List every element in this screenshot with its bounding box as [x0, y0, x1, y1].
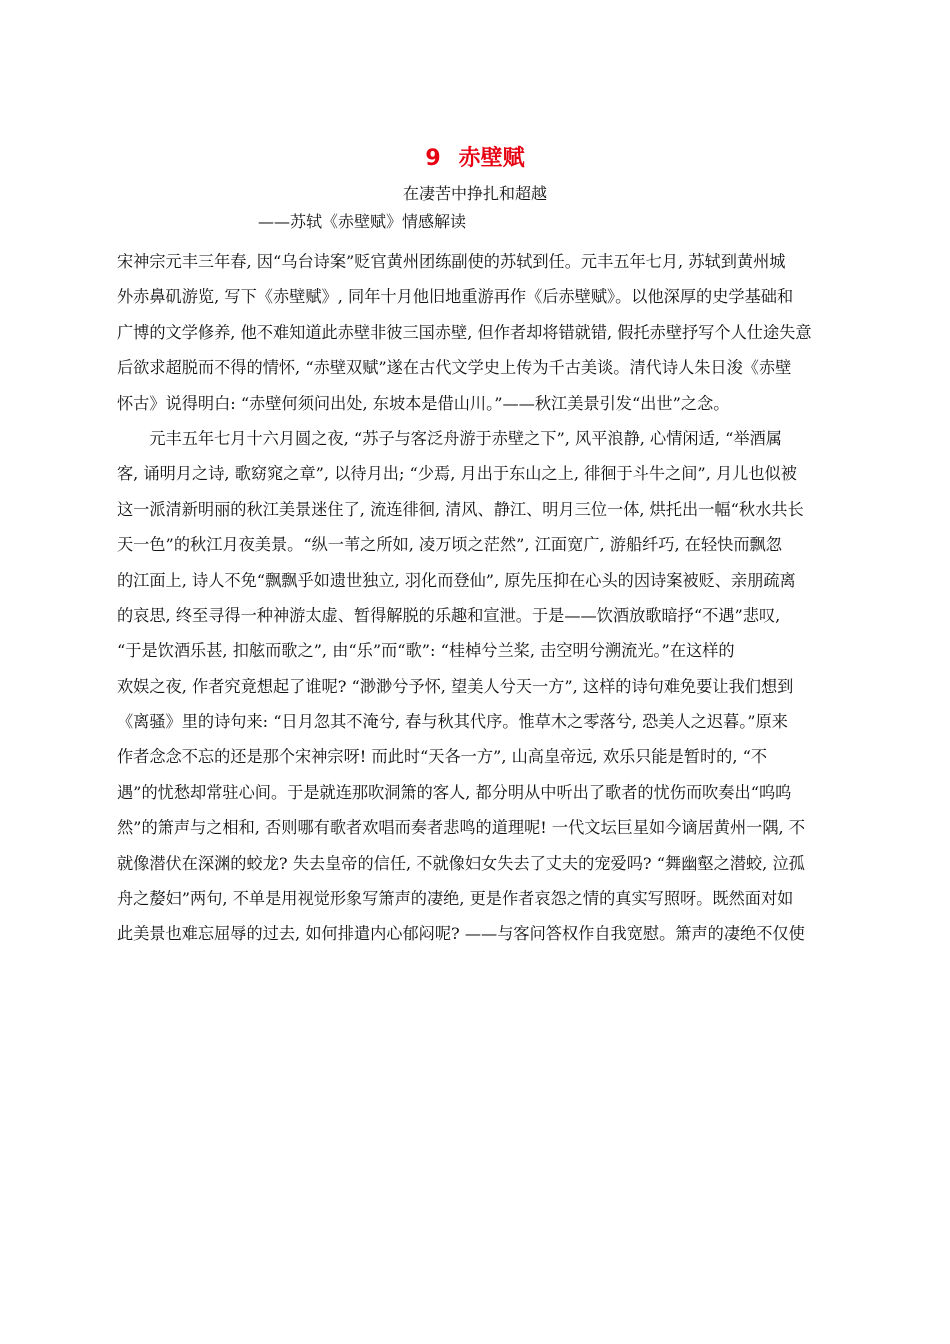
paragraph-2-line: 《离骚》里的诗句来: “日月忽其不淹兮, 春与秋其代序。惟草木之零落兮, 恐美人之迟暮。”原来	[117, 712, 788, 732]
paragraph-2-line: “于是饮酒乐甚, 扣舷而歌之”, 由“乐”而“歌”: “桂棹兮兰桨, 击空明兮溯流光。”在这样的	[117, 641, 735, 661]
paragraph-1-line: 后欲求超脱而不得的情怀, “赤壁双赋”遂在古代文学史上传为千古美谈。清代诗人朱日浚《赤壁	[117, 358, 792, 378]
paragraph-2-line: 的哀思, 终至寻得一种神游太虚、暂得解脱的乐趣和宣泄。于是——饮酒放歌暗抒“不遇”悲叹,	[117, 605, 781, 625]
paragraph-2-line: 客, 诵明月之诗, 歌窈窕之章”, 以待月出; “少焉, 月出于东山之上, 徘徊于斗牛之间”, 月儿也似被	[117, 464, 797, 484]
paragraph-2-line: 欢娱之夜, 作者究竟想起了谁呢? “渺渺兮予怀, 望美人兮天一方”, 这样的诗句难免要让我们想到	[117, 676, 794, 696]
lesson-title	[0, 144, 950, 174]
paragraph-2-line: 的江面上, 诗人不免“飘飘乎如遗世独立, 羽化而登仙”, 原先压抑在心头的因诗案被贬、亲朋疏离	[117, 570, 796, 590]
article-subtitle: 在凄苦中挣扎和超越	[402, 184, 547, 203]
lesson-number: 9	[425, 146, 441, 171]
paragraph-1-line: 怀古》说得明白: “赤壁何须问出处, 东坡本是借山川。”——秋江美景引发“出世”之念。	[117, 393, 730, 413]
paragraph-2-line: 元丰五年七月十六月圆之夜, “苏子与客泛舟游于赤壁之下”, 风平浪静, 心情闲适, “举酒属	[117, 428, 782, 448]
paragraph-2-line: 天一色”的秋江月夜美景。“纵一苇之所如, 凌万顷之茫然”, 江面宽广, 游船纤巧, 在轻快而飘忽	[117, 535, 782, 555]
paragraph-1-line: 宋神宗元丰三年春, 因“乌台诗案”贬官黄州团练副使的苏轼到任。元丰五年七月, 苏轼到黄州城	[117, 252, 786, 271]
paragraph-2-line: 遇”的忧愁却常驻心间。于是就连那吹洞箫的客人, 都分明从中听出了歌者的忧伤而吹奏出“呜呜	[117, 782, 792, 802]
lesson-title-text: 赤壁赋	[458, 146, 525, 171]
article-subsubtitle: ——苏轼《赤壁赋》情感解读	[258, 212, 467, 231]
paragraph-1-line: 外赤鼻矶游览, 写下《赤壁赋》, 同年十月他旧地重游再作《后赤壁赋》。以他深厚的史学基础和	[117, 287, 794, 307]
paragraph-2-line: 舟之嫠妇”两句, 不单是用视觉形象写箫声的凄绝, 更是作者哀怨之情的真实写照呀。既然面对如	[117, 889, 794, 909]
paragraph-2-line: 这一派清新明丽的秋江美景迷住了, 流连徘徊, 清风、静江、明月三位一体, 烘托出一幅“秋水共长	[117, 499, 804, 519]
article-body	[117, 244, 832, 952]
paragraph-2-line: 此美景也难忘屈辱的过去, 如何排遣内心郁闷呢? ——与客问答权作自我宽慰。箫声的凄绝不仅使	[117, 924, 805, 944]
paragraph-1-line: 广博的文学修养, 他不难知道此赤壁非彼三国赤壁, 但作者却将错就错, 假托赤壁抒写个人仕途失意	[117, 322, 812, 342]
paragraph-2-line: 作者念念不忘的还是那个宋神宗呀! 而此时“天各一方”, 山高皇帝远, 欢乐只能是暂时的, “不	[117, 747, 768, 767]
paragraph-2-line: 就像潜伏在深渊的蛟龙? 失去皇帝的信任, 不就像妇女失去了丈夫的宠爱吗? “舞幽壑之潜蛟, 泣孤	[117, 853, 805, 873]
paragraph-2-line: 然”的箫声与之相和, 否则哪有歌者欢唱而奏者悲鸣的道理呢! 一代文坛巨星如今谪居黄州一隅, 不	[117, 818, 806, 838]
